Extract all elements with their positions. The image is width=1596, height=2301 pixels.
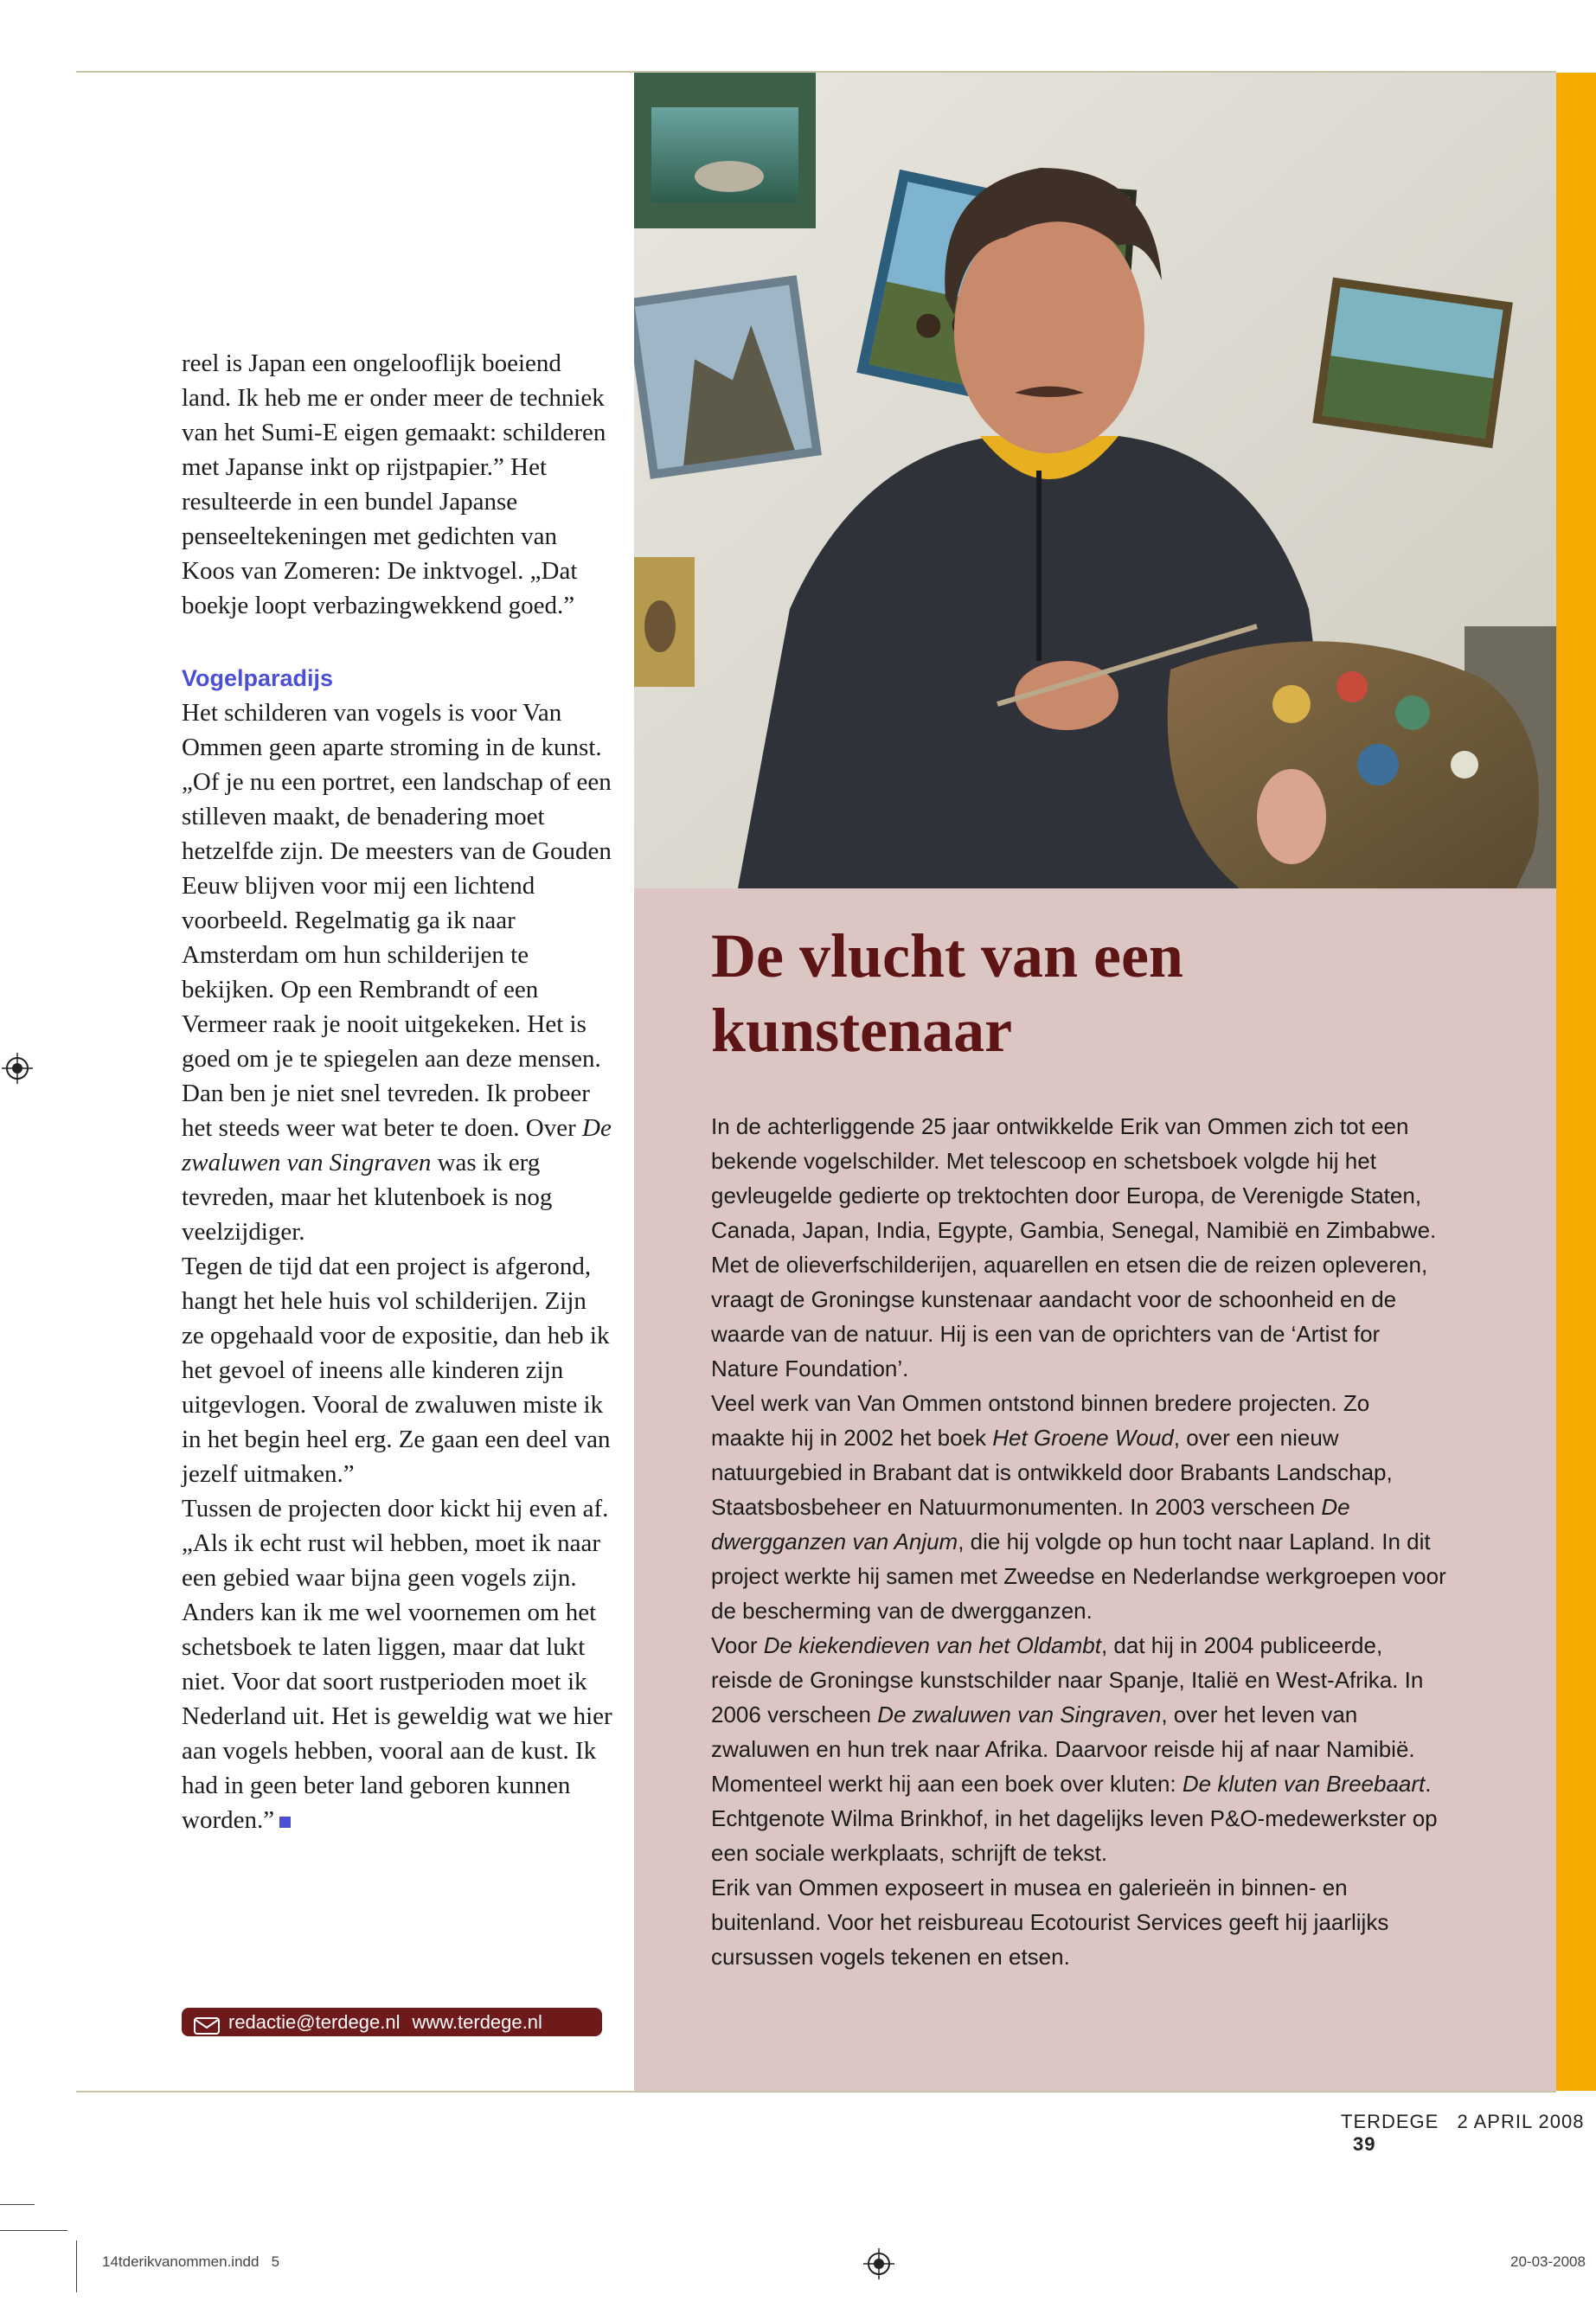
- registration-mark-left: [2, 1053, 33, 1088]
- mail-icon: [194, 2014, 220, 2031]
- body-paragraph: Tussen de projecten door kickt hij even af. „Als ik echt rust wil hebben, moet ik naar een gebied waar bijna geen vogels zijn. Anders kan ik me wel voornemen om het schetsboek te laten liggen, maar dat lukt niet. Voor dat soort rustperioden moet ik Nederland uit. Het is geweldig wat we hier aan vogels hebben, vooral aan de kust. Ik had in geen beter land geboren kunnen worden.”: [182, 1495, 612, 1834]
- painting-owl: [634, 557, 695, 687]
- bottom-rule: [76, 2091, 1556, 2093]
- issue-date: 2 APRIL 2008: [1457, 2111, 1585, 2132]
- intro-paragraph: In de achterliggende 25 jaar ontwikkelde Erik van Ommen zich tot een bekende vogelschilder. Met telescoop en schetsboek volgde hij het gevleugelde gedierte op trektochten door Europa, de Verenigde Staten, Canada, Japan, India, Egypte, Gambia, Senegal, Namibië en Zimbabwe. Met de olieverfschilderijen, aquarellen en etsen die de reizen opleveren, vraagt de Groningse kunstenaar aandacht voor de schoonheid en de waarde van de natuur. Hij is een van de oprichters van de ‘Artist for Nature Foundation’.: [711, 1113, 1437, 1381]
- body-text-column: [182, 346, 614, 1837]
- painting-rocks: [634, 275, 822, 479]
- body-paragraph: Tegen de tijd dat een project is afgerond, hangt het hele huis vol schilderijen. Zijn ze opgehaald voor de expositie, dan heb ik het gevoel of ineens alle kinderen zijn uitgevlogen. Vooral de zwaluwen miste ik in het begin heel erg. Ze gaan een deel van jezelf uitmaken.”: [182, 1253, 611, 1488]
- crop-mark: [76, 2240, 77, 2292]
- subheading: Vogelparadijs: [182, 665, 334, 691]
- slug-date: 20-03-2008: [1510, 2253, 1586, 2270]
- registration-mark-bottom: [863, 2248, 894, 2284]
- website-link[interactable]: www.terdege.nl: [412, 2011, 542, 2033]
- article-headline: De vlucht van een kunstenaar: [711, 921, 1183, 1065]
- intro-paragraph: Veel werk van Van Ommen ontstond binnen bredere projecten. Zo maakte hij in 2002 het boek Het Groene Woud, over een nieuw natuurgebied in Brabant dat is ontwikkeld door Brabants Landschap, Staatsbosbeheer en Natuurmonumenten. In 2003 verscheen De dwergganzen van Anjum, die hij volgde op hun tocht naar Lapland. In dit project werkte hij samen met Zweedse en Nederlandse werkgroepen voor de bescherming van de dwergganzen.: [711, 1390, 1446, 1624]
- page-footer: [1341, 2111, 1596, 2156]
- accent-sidebar: [1556, 73, 1596, 2091]
- crop-mark: [0, 2230, 67, 2231]
- artist-photo: [634, 73, 1556, 888]
- intro-paragraph: Voor De kiekendieven van het Oldambt, dat hij in 2004 publiceerde, reisde de Groningse kunstschilder naar Spanje, Italië en West-Afrika. In 2006 verscheen De zwaluwen van Singraven, over het leven van zwaluwen en hun trek naar Afrika. Daarvoor reisde hij af naar Namibië. Momenteel werkt hij aan een boek over kluten: De kluten van Breebaart. Echtgenote Wilma Brinkhof, in het dagelijks leven P&O-medewerkster op een sociale werkplaats, schrijft de tekst.: [711, 1632, 1438, 1866]
- body-paragraph: Het schilderen van vogels is voor Van Ommen geen aparte stroming in de kunst. „Of je nu een portret, een landschap of een stilleven maakt, de benadering moet hetzelfde zijn. De meesters van de Gouden Eeuw blijven voor mij een lichtend voorbeeld. Regelmatig ga ik naar Amsterdam om hun schilderijen te bekijken. Op een Rembrandt of een Vermeer raak je nooit uitgekeken. Het is goed om je te spiegelen aan deze mensen. Dan ben je niet snel tevreden. Ik probeer het steeds weer wat beter te doen. Over De zwaluwen van Singraven was ik erg tevreden, maar het klutenboek is nog veelzijdiger.: [182, 699, 612, 1246]
- crop-mark: [0, 2204, 35, 2205]
- contact-bar: [182, 2008, 602, 2036]
- painting-landscape: [1312, 278, 1513, 449]
- email-link[interactable]: redactie@terdege.nl: [228, 2011, 401, 2033]
- magazine-name: TERDEGE: [1341, 2111, 1439, 2132]
- body-paragraph: reel is Japan een ongelooflijk boeiend land. Ik heb me er onder meer de techniek van het Sumi-E eigen gemaakt: schilderen met Japanse inkt op rijstpapier.” Het resulteerde in een bundel Japanse penseeltekeningen met gedichten van Koos van Zomeren: De inktvogel. „Dat boekje loopt verbazingwekkend goed.”: [182, 349, 606, 619]
- intro-text: [711, 1109, 1446, 1974]
- page-number: 39: [1353, 2133, 1376, 2155]
- painting-birds: [634, 73, 816, 228]
- end-mark: [279, 1817, 291, 1828]
- slug-filename: 14tderikvanommen.indd 5: [102, 2253, 280, 2270]
- intro-paragraph: Erik van Ommen exposeert in musea en galerieën in binnen- en buitenland. Voor het reisbureau Ecotourist Services geeft hij jaarlijks cursussen vogels tekenen en etsen.: [711, 1875, 1389, 1970]
